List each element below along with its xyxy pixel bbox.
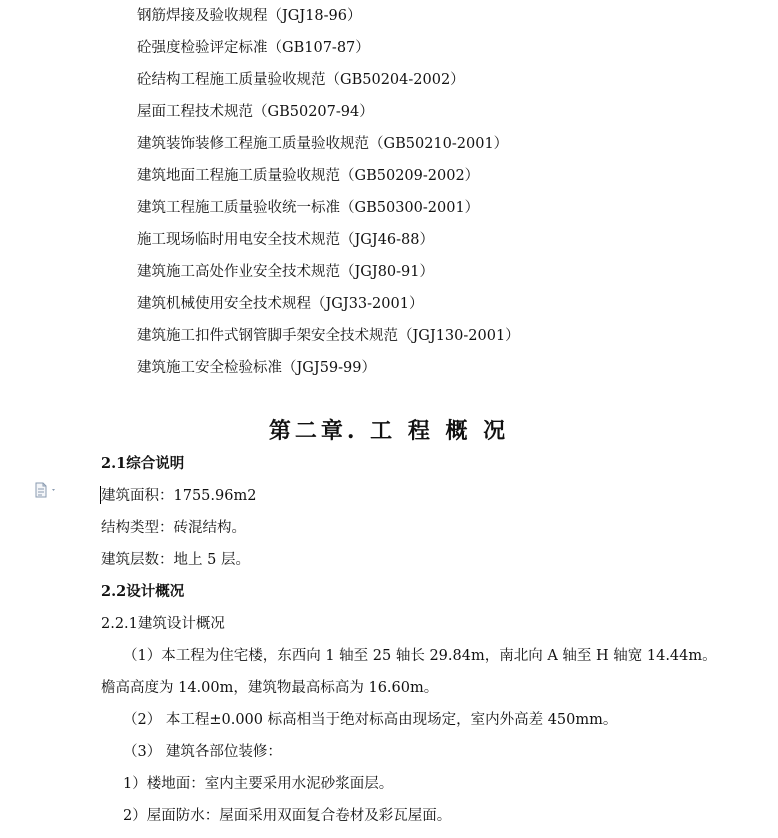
section-heading: 2.1综合说明 <box>101 455 185 472</box>
standard-item: 建筑地面工程施工质量验收规范（GB50209-2002） <box>137 168 480 184</box>
paragraph: （1）本工程为住宅楼，东西向 1 轴至 25 轴长 29.84m，南北向 A 轴至 H 轴宽 14.44m。 <box>123 648 717 664</box>
standard-item: 钢筋焊接及验收规程（JGJ18-96） <box>137 8 362 24</box>
paragraph: 2）屋面防水：屋面采用双面复合卷材及彩瓦屋面。 <box>123 808 452 824</box>
standard-item: 砼结构工程施工质量验收规范（GB50204-2002） <box>137 72 465 88</box>
standard-item: 砼强度检验评定标准（GB107-87） <box>137 40 370 56</box>
chapter-title: 第二章. 工 程 概 况 <box>268 418 510 444</box>
standard-item: 建筑施工扣件式钢管脚手架安全技术规范（JGJ130-2001） <box>137 328 520 344</box>
standard-item: 屋面工程技术规范（GB50207-94） <box>137 104 374 120</box>
document-icon[interactable] <box>33 482 59 498</box>
sub-heading: 2.2.1建筑设计概况 <box>101 616 225 632</box>
paragraph: 檐高高度为 14.00m，建筑物最高标高为 16.60m。 <box>101 680 439 696</box>
building-area: 建筑面积：1755.96m2 <box>101 488 257 504</box>
paragraph: （2） 本工程±0.000 标高相当于绝对标高由现场定，室内外高差 450mm。 <box>123 712 618 728</box>
paragraph: （3） 建筑各部位装修： <box>123 744 282 760</box>
structure-type: 结构类型：砖混结构。 <box>101 520 246 536</box>
paragraph: 1）楼地面：室内主要采用水泥砂浆面层。 <box>123 776 394 792</box>
standard-item: 建筑施工高处作业安全技术规范（JGJ80-91） <box>137 264 435 280</box>
standard-item: 建筑工程施工质量验收统一标准（GB50300-2001） <box>137 200 480 216</box>
standard-item: 建筑施工安全检验标准（JGJ59-99） <box>137 360 377 376</box>
standard-item: 建筑装饰装修工程施工质量验收规范（GB50210-2001） <box>137 136 509 152</box>
section-heading: 2.2设计概况 <box>101 583 185 600</box>
standard-item: 建筑机械使用安全技术规程（JGJ33-2001） <box>137 296 424 312</box>
floor-count: 建筑层数：地上 5 层。 <box>101 552 250 568</box>
standard-item: 施工现场临时用电安全技术规范（JGJ46-88） <box>137 232 435 248</box>
